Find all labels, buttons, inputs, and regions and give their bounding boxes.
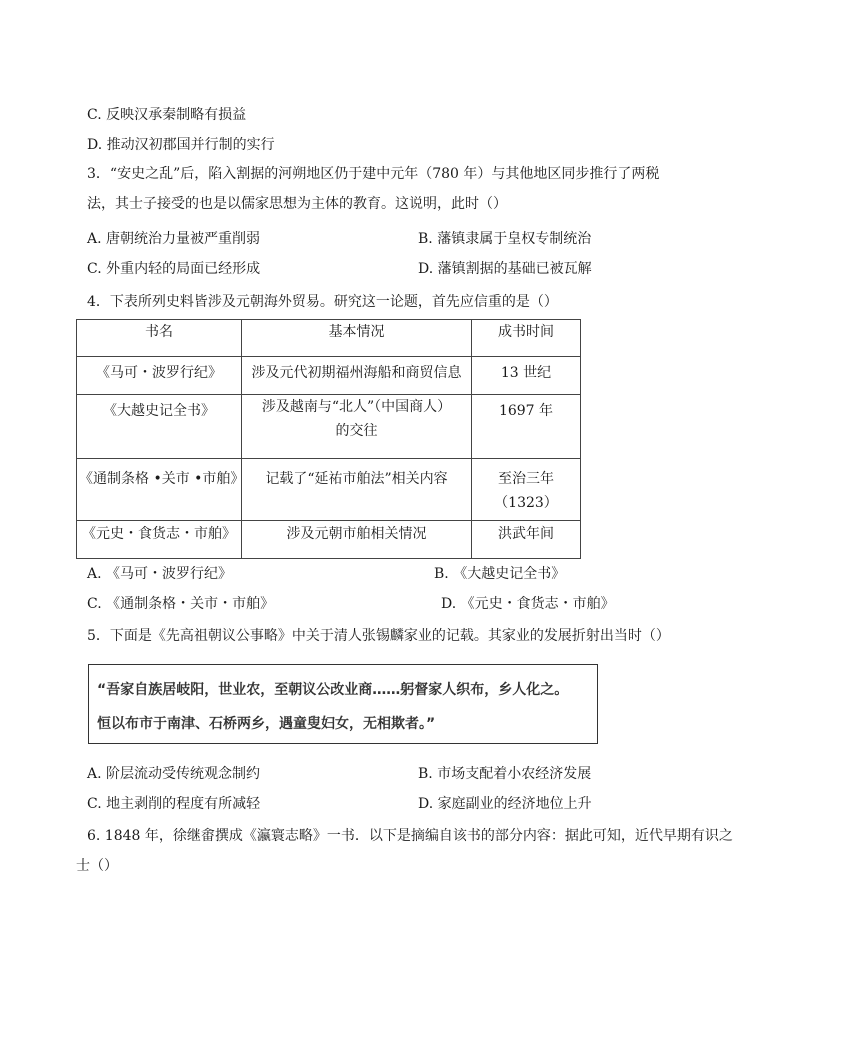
table-cell	[242, 395, 472, 459]
table-row	[77, 395, 581, 459]
table-cell: 1697 年	[472, 395, 581, 459]
table-cell: 涉及元朝市舶相关情况	[242, 521, 472, 559]
q4-table	[76, 319, 581, 559]
q2-option-c: C. 反映汉承秦制略有损益	[87, 107, 247, 123]
table-cell: 至治三年（1323）	[472, 459, 581, 521]
q6-stem-line1: 6. 1848 年，徐继畬撰成《瀛寰志略》一书．以下是摘编自该书的部分内容：据此可知，近代早期有识之	[87, 828, 733, 844]
q5-option-d: D. 家庭副业的经济地位上升	[418, 796, 592, 812]
table-row	[77, 521, 581, 559]
q5-option-c: C. 地主剥削的程度有所减轻	[87, 796, 261, 812]
q5-quote-box	[88, 664, 598, 744]
q5-option-a: A. 阶层流动受传统观念制约	[87, 766, 261, 782]
q5-option-b: B. 市场支配着小农经济发展	[418, 766, 592, 782]
q3-option-b: B. 藩镇隶属于皇权专制统治	[418, 231, 592, 247]
table-cell: 洪武年间	[472, 521, 581, 559]
table-cell: 记载了“延祐市舶法”相关内容	[242, 459, 472, 521]
q4-stem: 4．下表所列史料皆涉及元朝海外贸易。研究这一论题，首先应信重的是（）	[87, 294, 558, 310]
q5-quote-line2: 恒以布市于南津、石桥两乡，遇童叟妇女，无相欺者。”	[97, 716, 436, 732]
table-row	[77, 357, 581, 395]
table-header-cell: 基本情况	[242, 320, 472, 357]
table-cell: 《元史・食货志・市舶》	[77, 521, 242, 559]
q4-option-b: B. 《大越史记全书》	[434, 566, 566, 582]
table-row	[77, 459, 581, 521]
q3-option-d: D. 藩镇割据的基础已被瓦解	[418, 261, 592, 277]
q3-stem-line1: 3．“安史之乱”后，陷入割据的河朔地区仍于建中元年（780 年）与其他地区同步推行了两税	[87, 166, 660, 182]
table-cell-line: 涉及越南与“北人”（中国商人）	[261, 399, 452, 415]
q4-option-c: C. 《通制条格・关市・市舶》	[87, 596, 275, 612]
q3-stem-line2: 法，其士子接受的也是以儒家思想为主体的教育。这说明，此时（）	[87, 196, 507, 212]
q4-option-a: A. 《马可・波罗行纪》	[87, 566, 233, 582]
q5-stem: 5．下面是《先高祖朝议公事略》中关于清人张锡麟家业的记载。其家业的发展折射出当时（）	[87, 628, 670, 644]
q2-option-d: D. 推动汉初郡国并行制的实行	[87, 137, 275, 153]
q6-stem-line2: 士（）	[76, 858, 118, 874]
table-header-cell: 成书时间	[472, 320, 581, 357]
table-cell-line: 的交往	[335, 423, 378, 439]
table-cell: 《通制条格 •关市 •市舶》	[77, 459, 242, 521]
table-cell: 《大越史记全书》	[77, 395, 242, 459]
q3-option-a: A. 唐朝统治力量被严重削弱	[87, 231, 261, 247]
table-cell: 13 世纪	[472, 357, 581, 395]
q4-option-d: D. 《元史・食货志・市舶》	[441, 596, 615, 612]
q3-option-c: C. 外重内轻的局面已经形成	[87, 261, 261, 277]
q5-quote-line1: “吾家自族居岐阳，世业农，至朝议公改业商……躬督家人织布，乡人化之。	[97, 682, 569, 698]
table-cell: 《马可・波罗行纪》	[77, 357, 242, 395]
table-header-cell: 书名	[77, 320, 242, 357]
table-header-row	[77, 320, 581, 357]
table-cell: 涉及元代初期福州海船和商贸信息	[242, 357, 472, 395]
